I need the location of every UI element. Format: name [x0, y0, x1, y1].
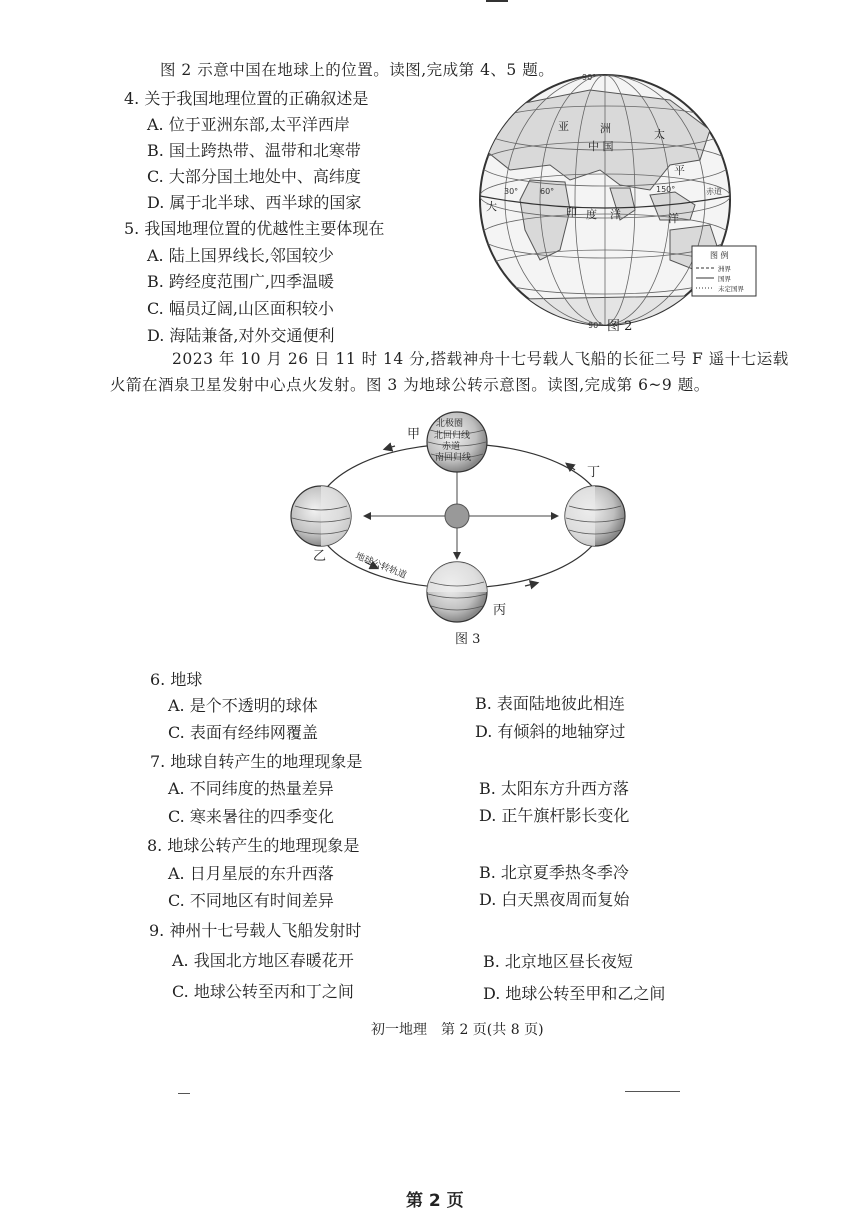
q7-option-d: D. 正午旗杆影长变化 — [479, 806, 630, 825]
q8-stem: 8. 地球公转产生的地理现象是 — [147, 836, 360, 855]
globe-label-africa: 大 — [486, 200, 497, 213]
q6-option-d: D. 有倾斜的地轴穿过 — [475, 722, 626, 741]
globe-label-asia-2: 洲 — [600, 122, 611, 135]
q8-option-a: A. 日月星辰的东升西落 — [168, 864, 334, 883]
position-ding-label: 丁 — [587, 465, 601, 480]
callout-equator: 赤道 — [442, 442, 461, 452]
globe-label-lon-30: 30° — [504, 187, 519, 196]
q6-stem: 6. 地球 — [150, 670, 203, 689]
q5-option-d: D. 海陆兼备,对外交通便利 — [147, 326, 335, 345]
globe-label-lon-60: 60° — [540, 187, 555, 196]
orbit-label: 地球公转轨道 — [353, 551, 408, 582]
globe-label-indian-2: 度 — [586, 208, 597, 221]
q8-option-d: D. 白天黑夜周而复始 — [479, 890, 630, 909]
globe-label-indian-1: 印 — [566, 206, 577, 219]
position-bing-label: 丙 — [493, 603, 507, 618]
q5-option-a: A. 陆上国界线长,邻国较少 — [147, 246, 334, 265]
intro-fig3-line2: 火箭在酒泉卫星发射中心点火发射。图 3 为地球公转示意图。读图,完成第 6~9 题。 — [110, 376, 710, 394]
q6-option-b: B. 表面陆地彼此相连 — [475, 694, 625, 713]
callout-tropic-cancer: 北回归线 — [434, 431, 471, 441]
scan-mark-right — [625, 1091, 680, 1092]
globe-label-pacific-1: 太 — [654, 128, 665, 141]
page-footer: 初一地理 第 2 页(共 8 页) — [371, 1022, 544, 1038]
q7-option-a: A. 不同纬度的热量差异 — [168, 779, 334, 798]
q8-option-c: C. 不同地区有时间差异 — [168, 891, 334, 910]
q9-option-d: D. 地球公转至甲和乙之间 — [483, 984, 666, 1003]
intro-fig3-line1: 2023 年 10 月 26 日 11 时 14 分,搭载神舟十七号载人飞船的长征二号 F 遥十七运载 — [172, 350, 789, 368]
globe-label-china: 中 国 — [588, 140, 614, 153]
q4-stem: 4. 关于我国地理位置的正确叙述是 — [124, 89, 369, 108]
q5-stem: 5. 我国地理位置的优越性主要体现在 — [124, 219, 385, 238]
globe-label-lon-150: 150° — [656, 185, 676, 194]
globe-label-lon-bottom: 90° — [588, 321, 603, 330]
position-yi-label: 乙 — [313, 549, 327, 564]
globe-label-pacific-2: 平 — [674, 164, 685, 177]
q6-option-a: A. 是个不透明的球体 — [168, 696, 318, 715]
callout-tropic-capricorn: 南回归线 — [435, 453, 472, 463]
globe-label-equator: 赤道 — [706, 187, 722, 196]
legend-item-undefined-boundary: 未定国界 — [718, 285, 744, 293]
q7-option-b: B. 太阳东方升西方落 — [479, 779, 629, 798]
sun-icon — [445, 504, 469, 528]
q8-option-b: B. 北京夏季热冬季冷 — [479, 863, 629, 882]
q5-option-c: C. 幅员辽阔,山区面积较小 — [147, 299, 334, 318]
globe-label-pacific-3: 洋 — [668, 212, 679, 225]
q7-stem: 7. 地球自转产生的地理现象是 — [150, 752, 363, 771]
callout-arctic-circle: 北极圈 — [436, 419, 464, 429]
q4-option-b: B. 国土跨热带、温带和北寒带 — [147, 141, 361, 160]
intro-fig2: 图 2 示意中国在地球上的位置。读图,完成第 4、5 题。 — [160, 61, 555, 79]
globe-label-indian-3: 洋 — [610, 208, 621, 221]
legend-item-national-boundary: 国界 — [718, 275, 731, 283]
q9-option-b: B. 北京地区昼长夜短 — [483, 952, 633, 971]
q9-option-a: A. 我国北方地区春暖花开 — [172, 951, 354, 970]
q7-option-c: C. 寒来暑往的四季变化 — [168, 807, 334, 826]
q4-option-a: A. 位于亚洲东部,太平洋西岸 — [147, 115, 350, 134]
legend-item-continent-boundary: 洲界 — [718, 265, 731, 273]
figure-2-caption: 图 2 — [607, 319, 633, 334]
scan-mark-top — [486, 0, 508, 2]
position-jia-label: 甲 — [407, 427, 421, 442]
figure-3-orbit — [285, 408, 645, 628]
figure-3-caption: 图 3 — [455, 632, 481, 647]
q6-option-c: C. 表面有经纬网覆盖 — [168, 723, 318, 742]
legend-title: 图 例 — [710, 251, 729, 260]
q4-option-c: C. 大部分国土地处中、高纬度 — [147, 167, 361, 186]
globe-label-lon-top: 90° — [582, 73, 597, 82]
q9-stem: 9. 神州十七号载人飞船发射时 — [149, 921, 362, 940]
figure-2-globe — [470, 70, 760, 332]
q4-option-d: D. 属于北半球、西半球的国家 — [147, 193, 362, 212]
globe-label-asia-1: 亚 — [558, 120, 569, 133]
q9-option-c: C. 地球公转至丙和丁之间 — [172, 982, 354, 1001]
page-label: 第 2 页 — [406, 1191, 464, 1211]
scan-mark-left — [178, 1093, 190, 1094]
q5-option-b: B. 跨经度范围广,四季温暖 — [147, 272, 335, 291]
